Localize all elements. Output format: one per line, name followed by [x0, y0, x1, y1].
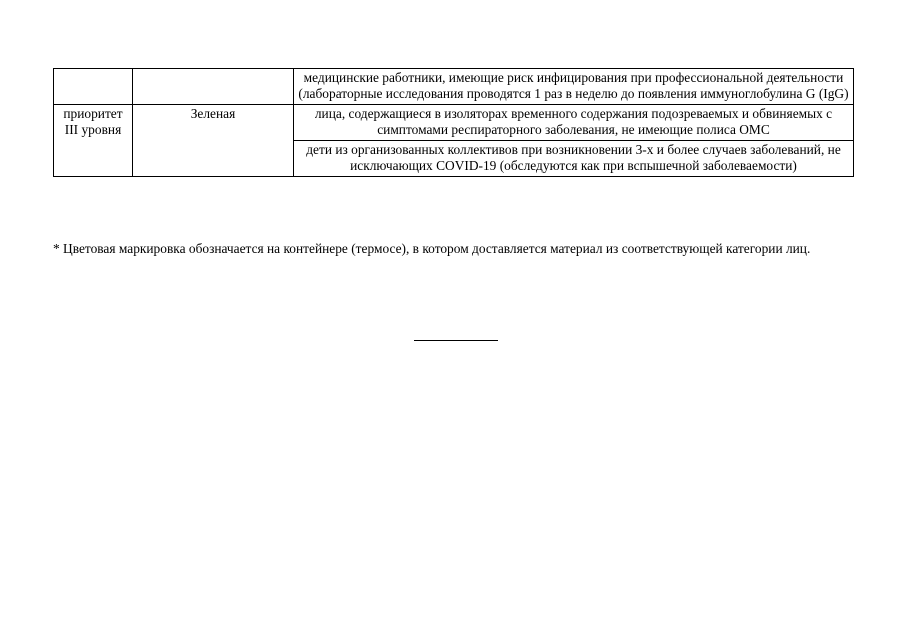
priority-table — [53, 68, 854, 177]
table-row — [54, 105, 854, 141]
footnote: * Цветовая маркировка обозначается на контейнере (термосе), в котором доставляется материал из соответствующей категории лиц. — [53, 241, 811, 256]
color-cell: Зеленая — [133, 105, 294, 177]
priority-cell: приоритет III уровня — [54, 105, 133, 177]
table-row — [54, 69, 854, 105]
separator-line — [414, 340, 498, 341]
color-cell — [133, 69, 294, 105]
description-cell: лица, содержащиеся в изоляторах временного содержания подозреваемых и обвиняемых с симптомами респираторного заболевания, не имеющие полиса ОМС — [294, 105, 854, 141]
priority-cell — [54, 69, 133, 105]
description-cell: медицинские работники, имеющие риск инфицирования при профессиональной деятельности (лабораторные исследования проводятся 1 раз в неделю до появления иммуноглобулина G (IgG) — [294, 69, 854, 105]
description-cell: дети из организованных коллективов при возникновении 3-х и более случаев заболеваний, не исключающих COVID-19 (обследуются как при вспышечной заболеваемости) — [294, 141, 854, 177]
